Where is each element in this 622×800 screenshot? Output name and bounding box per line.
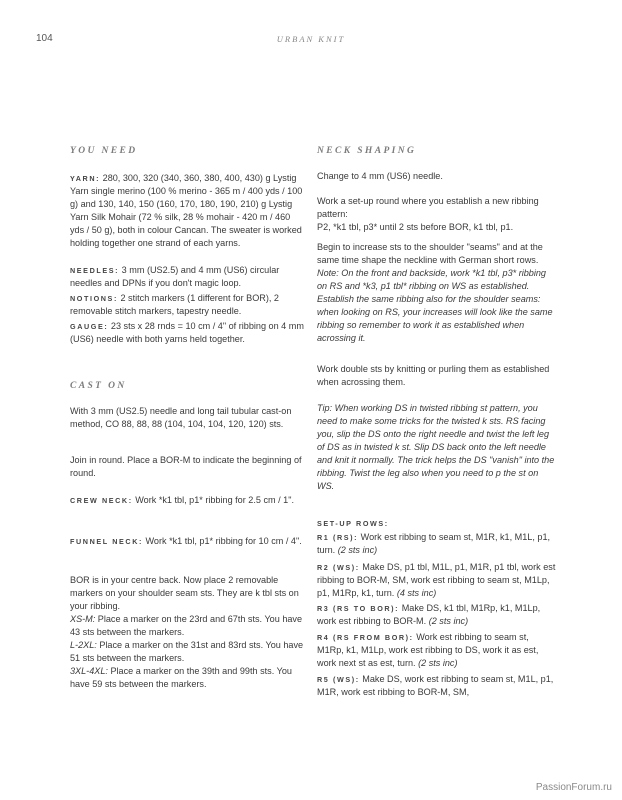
needles-paragraph (70, 264, 306, 290)
gauge-label: GAUGE: (70, 322, 109, 331)
crew-neck-paragraph (70, 494, 294, 507)
row-r1 (317, 531, 557, 557)
join-paragraph: Join in round. Place a BOR-M to indicate the beginning of round. (70, 455, 302, 478)
r1-inc: (2 sts inc) (337, 545, 378, 555)
crew-neck-label: CREW NECK: (70, 496, 133, 505)
size1-text: Place a marker on the 23rd and 67th sts. You have 43 sts between the markers. (70, 614, 303, 637)
notions-text: 2 stitch markers (1 different for BOR), 2 removable stitch markers, tapestry needle. (70, 293, 279, 316)
double-stitch-paragraph: Work double sts by knitting or purling them as established when acrossing them. (317, 364, 550, 387)
notions-paragraph (70, 292, 306, 318)
r3-label: R3 (RS TO BOR): (317, 604, 400, 613)
r2-label: R2 (WS): (317, 563, 360, 572)
row-r2 (317, 561, 557, 600)
r1-text: Work est ribbing to seam st, M1R, k1, M1L, p1, turn. (317, 532, 551, 555)
notions-label: NOTIONS: (70, 294, 118, 303)
size3-label: 3XL-4XL: (70, 666, 108, 676)
row-r5 (317, 673, 557, 699)
cast-on-paragraph: With 3 mm (US2.5) needle and long tail tubular cast-on method, CO 88, 88, 88 (104, 104, 104, 120, 120) sts. (70, 406, 292, 429)
setup-round-text: Work a set-up round where you establish a new ribbing pattern: (317, 196, 539, 219)
funnel-neck-text: Work *k1 tbl, p1* ribbing for 10 cm / 4". (142, 536, 302, 546)
r4-inc: (2 sts inc) (418, 658, 458, 668)
r3-inc: (2 sts inc) (428, 616, 469, 626)
r1-label: R1 (RS): (317, 533, 359, 542)
change-needle-paragraph: Change to 4 mm (US6) needle. (317, 171, 443, 181)
increase-paragraph (317, 241, 557, 345)
size2-label: L-2XL: (70, 640, 97, 650)
r2-inc: (4 sts inc) (396, 588, 437, 598)
increase-text: Begin to increase sts to the shoulder "seams" and at the same time shape the neckline with German short rows. (317, 242, 543, 265)
yarn-label: YARN: (70, 174, 101, 183)
r5-text: Make DS, work est ribbing to seam st, M1L, p1, M1R, work est ribbing to BOR-M, SM, (317, 674, 554, 697)
r2-text: Make DS, p1 tbl, M1L, p1, M1R, p1 tbl, work est ribbing to BOR-M, SM, work est ribbing to seam st, M1Lp, p1, M1Rp, k1, turn. (317, 562, 556, 598)
tip-paragraph: Tip: When working DS in twisted ribbing st pattern, you need to make some tricks for the twisted k sts. RS facing you, slip the DS onto the right needle and twist the left leg of DS as in twisted k st. Slip DS back onto the left needle and knit it normally. The trick helps the DS "vanish" into the ribbing. Twist the leg also when you need to p the st on WS. (317, 403, 555, 491)
watermark: PassionForum.ru (535, 782, 612, 793)
cast-on-title: CAST ON (70, 381, 127, 391)
row-r4 (317, 631, 557, 670)
bor-paragraph (70, 574, 306, 691)
needles-label: NEEDLES: (70, 266, 120, 275)
setup-rows-title: SET-UP ROWS: (317, 519, 389, 528)
yarn-text: 280, 300, 320 (340, 360, 380, 400, 430) g Lystig Yarn single merino (100 % merino - 365 m / 400 yds / 100 g) and 130, 140, 150 (160, 170, 180, 190, 210) g Lystig Yarn Silk Mohair (72 % silk, 28 % mohair - 420 m / 460 yds / 50 g), both in colour Cancan. The sweater is worked holding together one strand of each yarns. (70, 173, 303, 248)
funnel-neck-paragraph (70, 535, 302, 548)
size3-text: Place a marker on the 39th and 99th sts. You have 59 sts between the markers. (70, 666, 292, 689)
running-head: URBAN KNIT (276, 34, 346, 44)
yarn-paragraph (70, 172, 306, 250)
size1-label: XS-M: (70, 614, 96, 624)
setup-round-paragraph (317, 195, 557, 234)
crew-neck-text: Work *k1 tbl, p1* ribbing for 2.5 cm / 1". (132, 495, 294, 505)
size2-text: Place a marker on the 31st and 83rd sts. You have 51 sts between the markers. (70, 640, 304, 663)
r3-text: Make DS, k1 tbl, M1Rp, k1, M1Lp, work est ribbing to BOR-M. (317, 603, 541, 626)
r4-text: Work est ribbing to seam st, M1Rp, k1, M1Lp, work est ribbing to DS, work it as est, work next st as est, turn. (317, 632, 539, 668)
you-need-title: YOU NEED (70, 146, 138, 156)
row-r3 (317, 602, 557, 628)
setup-round-pattern: P2, *k1 tbl, p3* until 2 sts before BOR, k1 tbl, p1. (317, 222, 514, 232)
r4-label: R4 (RS FROM BOR): (317, 633, 414, 642)
r5-label: R5 (WS): (317, 675, 360, 684)
page-number: 104 (36, 33, 53, 44)
needles-text: 3 mm (US2.5) and 4 mm (US6) circular needles and DPNs if you don't magic loop. (70, 265, 280, 288)
bor-text: BOR is in your centre back. Now place 2 removable markers on your shoulder seam sts. They are k tbl sts on your ribbing. (70, 575, 299, 611)
increase-note: Note: On the front and backside, work *k1 tbl, p3* ribbing on RS and *k3, p1 tbl* ribbing on WS as established. Establish the same ribbing also for the shoulder seams: when looking on RS, your increases will look like the same ribbing so remember to work it as established when acrossing it. (317, 268, 553, 343)
funnel-neck-label: FUNNEL NECK: (70, 537, 143, 546)
gauge-paragraph (70, 320, 306, 346)
neck-shaping-title: NECK SHAPING (317, 146, 417, 156)
gauge-text: 23 sts x 28 rnds = 10 cm / 4" of ribbing on 4 mm (US6) needle with both yarns held together. (70, 321, 304, 344)
